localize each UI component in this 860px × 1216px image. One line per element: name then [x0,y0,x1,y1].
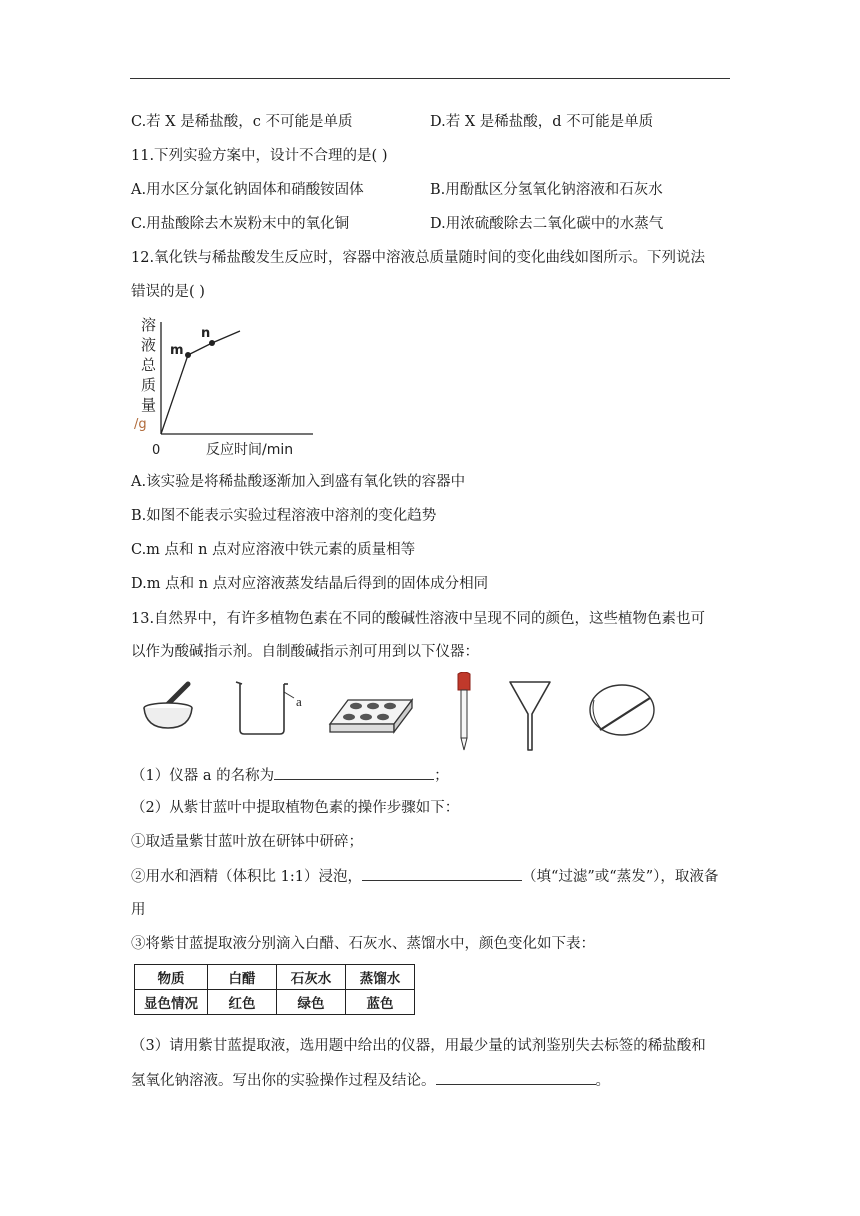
table-cell: 白醋 [208,965,277,990]
table-row [135,990,415,1015]
ylabel-char: 溶 [141,316,157,334]
q12-stem-line2: 错误的是( ) [131,284,205,300]
q10-option-d: D.若 X 是稀盐酸，d 不可能是单质 [430,114,654,130]
q12-option-c: C.m 点和 n 点对应溶液中铁元素的质量相等 [131,542,416,558]
q13-part2: （2）从紫甘蓝叶中提取植物色素的操作步骤如下： [131,800,460,816]
apparatus-label-a: a [296,694,302,709]
color-result-table [134,964,415,1015]
q13-stem-line2: 以作为酸碱指示剂。自制酸碱指示剂可用到以下仪器： [131,644,479,660]
q12-option-b: B.如图不能表示实验过程溶液中溶剂的变化趋势 [131,508,437,524]
q12-stem-line1: 12.氧化铁与稀盐酸发生反应时，容器中溶液总质量随时间的变化曲线如图所示。下列说法 [131,250,706,266]
q13-part3-line2: 氢氧化钠溶液。写出你的实验操作过程及结论。 。 [131,1070,610,1091]
q13-step2-line2: 用 [131,902,146,918]
origin-label: 0 [152,443,161,458]
spot-plate-icon [326,692,416,742]
ylabel-unit: /g [134,417,147,432]
ylabel-char: 液 [141,336,157,354]
table-cell: 显色情况 [135,990,208,1015]
q13-part1: （1）仪器 a 的名称为 ； [131,765,449,786]
q11-option-d: D.用浓硫酸除去二氧化碳中的水蒸气 [430,216,664,232]
answer-blank-1[interactable] [274,765,434,780]
q13-part3-line1: （3）请用紫甘蓝提取液，选用题中给出的仪器，用最少量的试剂鉴别失去标签的稀盐酸和 [131,1038,706,1054]
table-cell: 物质 [135,965,208,990]
table-cell: 蓝色 [346,990,415,1015]
ylabel-char: 量 [141,396,157,414]
table-row [135,965,415,990]
q11-option-b: B.用酚酞区分氢氧化钠溶液和石灰水 [430,182,663,198]
answer-blank-2[interactable] [362,866,522,881]
table-cell: 蒸馏水 [346,965,415,990]
ylabel-char: 质 [141,376,157,394]
table-cell: 绿色 [277,990,346,1015]
point-m [185,352,191,358]
q10-option-c: C.若 X 是稀盐酸，c 不可能是单质 [131,114,353,130]
q13-stem-line1: 13.自然界中，有许多植物色素在不同的酸碱性溶液中呈现不同的颜色，这些植物色素也可 [131,611,706,627]
q13-step3: ③将紫甘蓝提取液分别滴入白醋、石灰水、蒸馏水中，颜色变化如下表： [131,936,595,952]
table-cell: 红色 [208,990,277,1015]
point-m-label: m [170,343,184,358]
answer-blank-3[interactable] [436,1070,596,1085]
funnel-icon [508,680,552,752]
q11-option-c: C.用盐酸除去木炭粉末中的氧化铜 [131,216,350,232]
mass-time-graph [128,312,328,464]
table-cell: 石灰水 [277,965,346,990]
q12-option-d: D.m 点和 n 点对应溶液蒸发结晶后得到的固体成分相同 [131,576,489,592]
beaker-icon [232,672,318,736]
q12-option-a: A.该实验是将稀盐酸逐渐加入到盛有氧化铁的容器中 [131,474,466,490]
header-rule [130,78,730,79]
q11-stem: 11.下列实验方案中，设计不合理的是( ) [131,148,388,164]
q13-step1: ①取适量紫甘蓝叶放在研钵中研碎； [131,834,363,850]
ylabel-char: 总 [141,356,157,374]
dropper-icon [452,672,476,752]
q13-step2: ②用水和酒精（体积比 1:1）浸泡， （填“过滤”或“蒸发”），取液备 [131,866,718,887]
filter-paper-icon [588,682,658,738]
x-axis-label: 反应时间/min [206,442,294,458]
point-n-label: n [201,326,211,341]
q11-option-a: A.用水区分氯化钠固体和硝酸铵固体 [131,182,364,198]
mortar-and-pestle-icon [138,672,200,732]
